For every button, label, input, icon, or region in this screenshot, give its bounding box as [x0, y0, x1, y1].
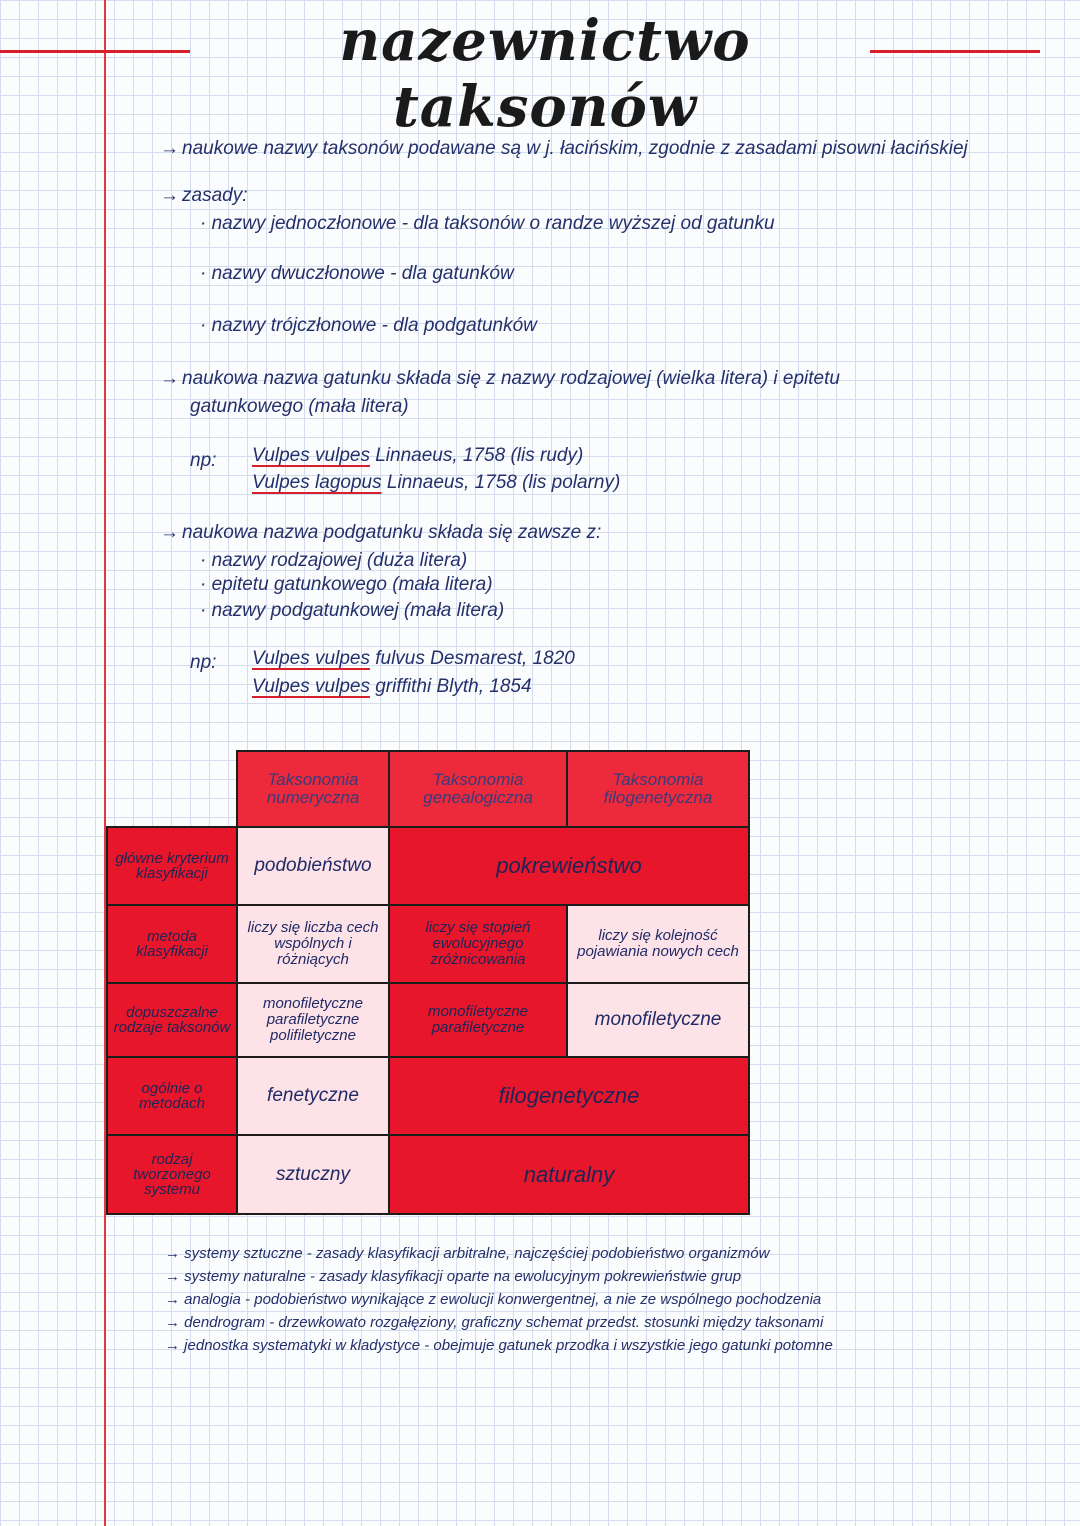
- title-rule-right: [870, 50, 1040, 53]
- subspecies-item: · nazwy podgatunkowej (mała litera): [200, 600, 505, 621]
- arrow-icon: →: [165, 1314, 185, 1331]
- species-line-2: gatunkowego (mała litera): [190, 396, 409, 417]
- arrow-icon: →: [160, 368, 179, 389]
- note-line: → dendrogram - drzewkowato rozgałęziony, graficzny schemat przedst. stosunki między taksonami: [165, 1314, 824, 1331]
- row-label: ogólnie o metodach: [106, 1056, 238, 1136]
- title-rule-left: [0, 50, 190, 53]
- subspecies-item: · nazwy rodzajowej (duża litera): [200, 550, 468, 571]
- species-example: Vulpes lagopus Linnaeus, 1758 (lis polarny): [252, 472, 621, 493]
- cell-genealogical: monofiletyczne parafiletyczne: [388, 982, 568, 1058]
- cell-genealogical-phylogenetic: naturalny: [388, 1134, 750, 1215]
- intro-line: → naukowe nazwy taksonów podawane są w j. łacińskim, zgodnie z zasadami pisowni łacińskiej: [160, 138, 968, 159]
- cell-genealogical-phylogenetic: pokrewieństwo: [388, 826, 750, 906]
- arrow-icon: →: [160, 138, 179, 159]
- rule-item: · nazwy jednoczłonowe - dla taksonów o randze wyższej od gatunku: [200, 213, 775, 234]
- taxonomy-table: [106, 750, 750, 1215]
- rule-item: · nazwy trójczłonowe - dla podgatunków: [200, 315, 537, 336]
- arrow-icon: →: [160, 185, 179, 206]
- cell-numerical: podobieństwo: [236, 826, 390, 906]
- subspecies-line: → naukowa nazwa podgatunku składa się zawsze z:: [160, 522, 602, 543]
- row-label: główne kryterium klasyfikacji: [106, 826, 238, 906]
- page-title: nazewnictwo taksonów: [339, 8, 751, 140]
- subspecies-item: · epitetu gatunkowego (mała litera): [200, 574, 493, 595]
- note-line: → systemy naturalne - zasady klasyfikacji oparte na ewolucyjnym pokrewieństwie grup: [165, 1268, 742, 1285]
- np-label: np:: [190, 450, 217, 471]
- cell-genealogical-phylogenetic: filogenetyczne: [388, 1056, 750, 1136]
- arrow-icon: →: [165, 1268, 185, 1285]
- species-line: → naukowa nazwa gatunku składa się z nazwy rodzajowej (wielka litera) i epitetu: [160, 368, 840, 389]
- cell-numerical: fenetyczne: [236, 1056, 390, 1136]
- header-phylogenetic: Taksonomia filogenetyczna: [566, 750, 750, 828]
- cell-numerical: liczy się liczba cech wspólnych i różniących: [236, 904, 390, 984]
- row-label: rodzaj tworzonego systemu: [106, 1134, 238, 1215]
- rule-item: · nazwy dwuczłonowe - dla gatunków: [200, 263, 514, 284]
- cell-genealogical: liczy się stopień ewolucyjnego zróżnicowania: [388, 904, 568, 984]
- row-label: dopuszczalne rodzaje taksonów: [106, 982, 238, 1058]
- note-line: → analogia - podobieństwo wynikające z ewolucji konwergentnej, a nie ze wspólnego pochodzenia: [165, 1291, 822, 1308]
- note-line: → jednostka systematyki w kladystyce - obejmuje gatunek przodka i wszystkie jego gatunki potomne: [165, 1337, 833, 1354]
- cell-phylogenetic: liczy się kolejność pojawiania nowych cech: [566, 904, 750, 984]
- np-label: np:: [190, 652, 217, 673]
- species-example: Vulpes vulpes Linnaeus, 1758 (lis rudy): [252, 445, 584, 466]
- arrow-icon: →: [165, 1291, 185, 1308]
- cell-numerical: monofiletyczne parafiletyczne polifiletyczne: [236, 982, 390, 1058]
- header-genealogical: Taksonomia genealogiczna: [388, 750, 568, 828]
- arrow-icon: →: [165, 1337, 185, 1354]
- note-line: → systemy sztuczne - zasady klasyfikacji arbitralne, najczęściej podobieństwo organizmów: [165, 1245, 770, 1262]
- subspecies-example: Vulpes vulpes griffithi Blyth, 1854: [252, 676, 532, 697]
- subspecies-example: Vulpes vulpes fulvus Desmarest, 1820: [252, 648, 575, 669]
- row-label: metoda klasyfikacji: [106, 904, 238, 984]
- arrow-icon: →: [165, 1245, 185, 1262]
- cell-phylogenetic: monofiletyczne: [566, 982, 750, 1058]
- cell-numerical: sztuczny: [236, 1134, 390, 1215]
- rules-heading: → zasady:: [160, 185, 248, 206]
- header-numerical: Taksonomia numeryczna: [236, 750, 390, 828]
- arrow-icon: →: [160, 522, 179, 543]
